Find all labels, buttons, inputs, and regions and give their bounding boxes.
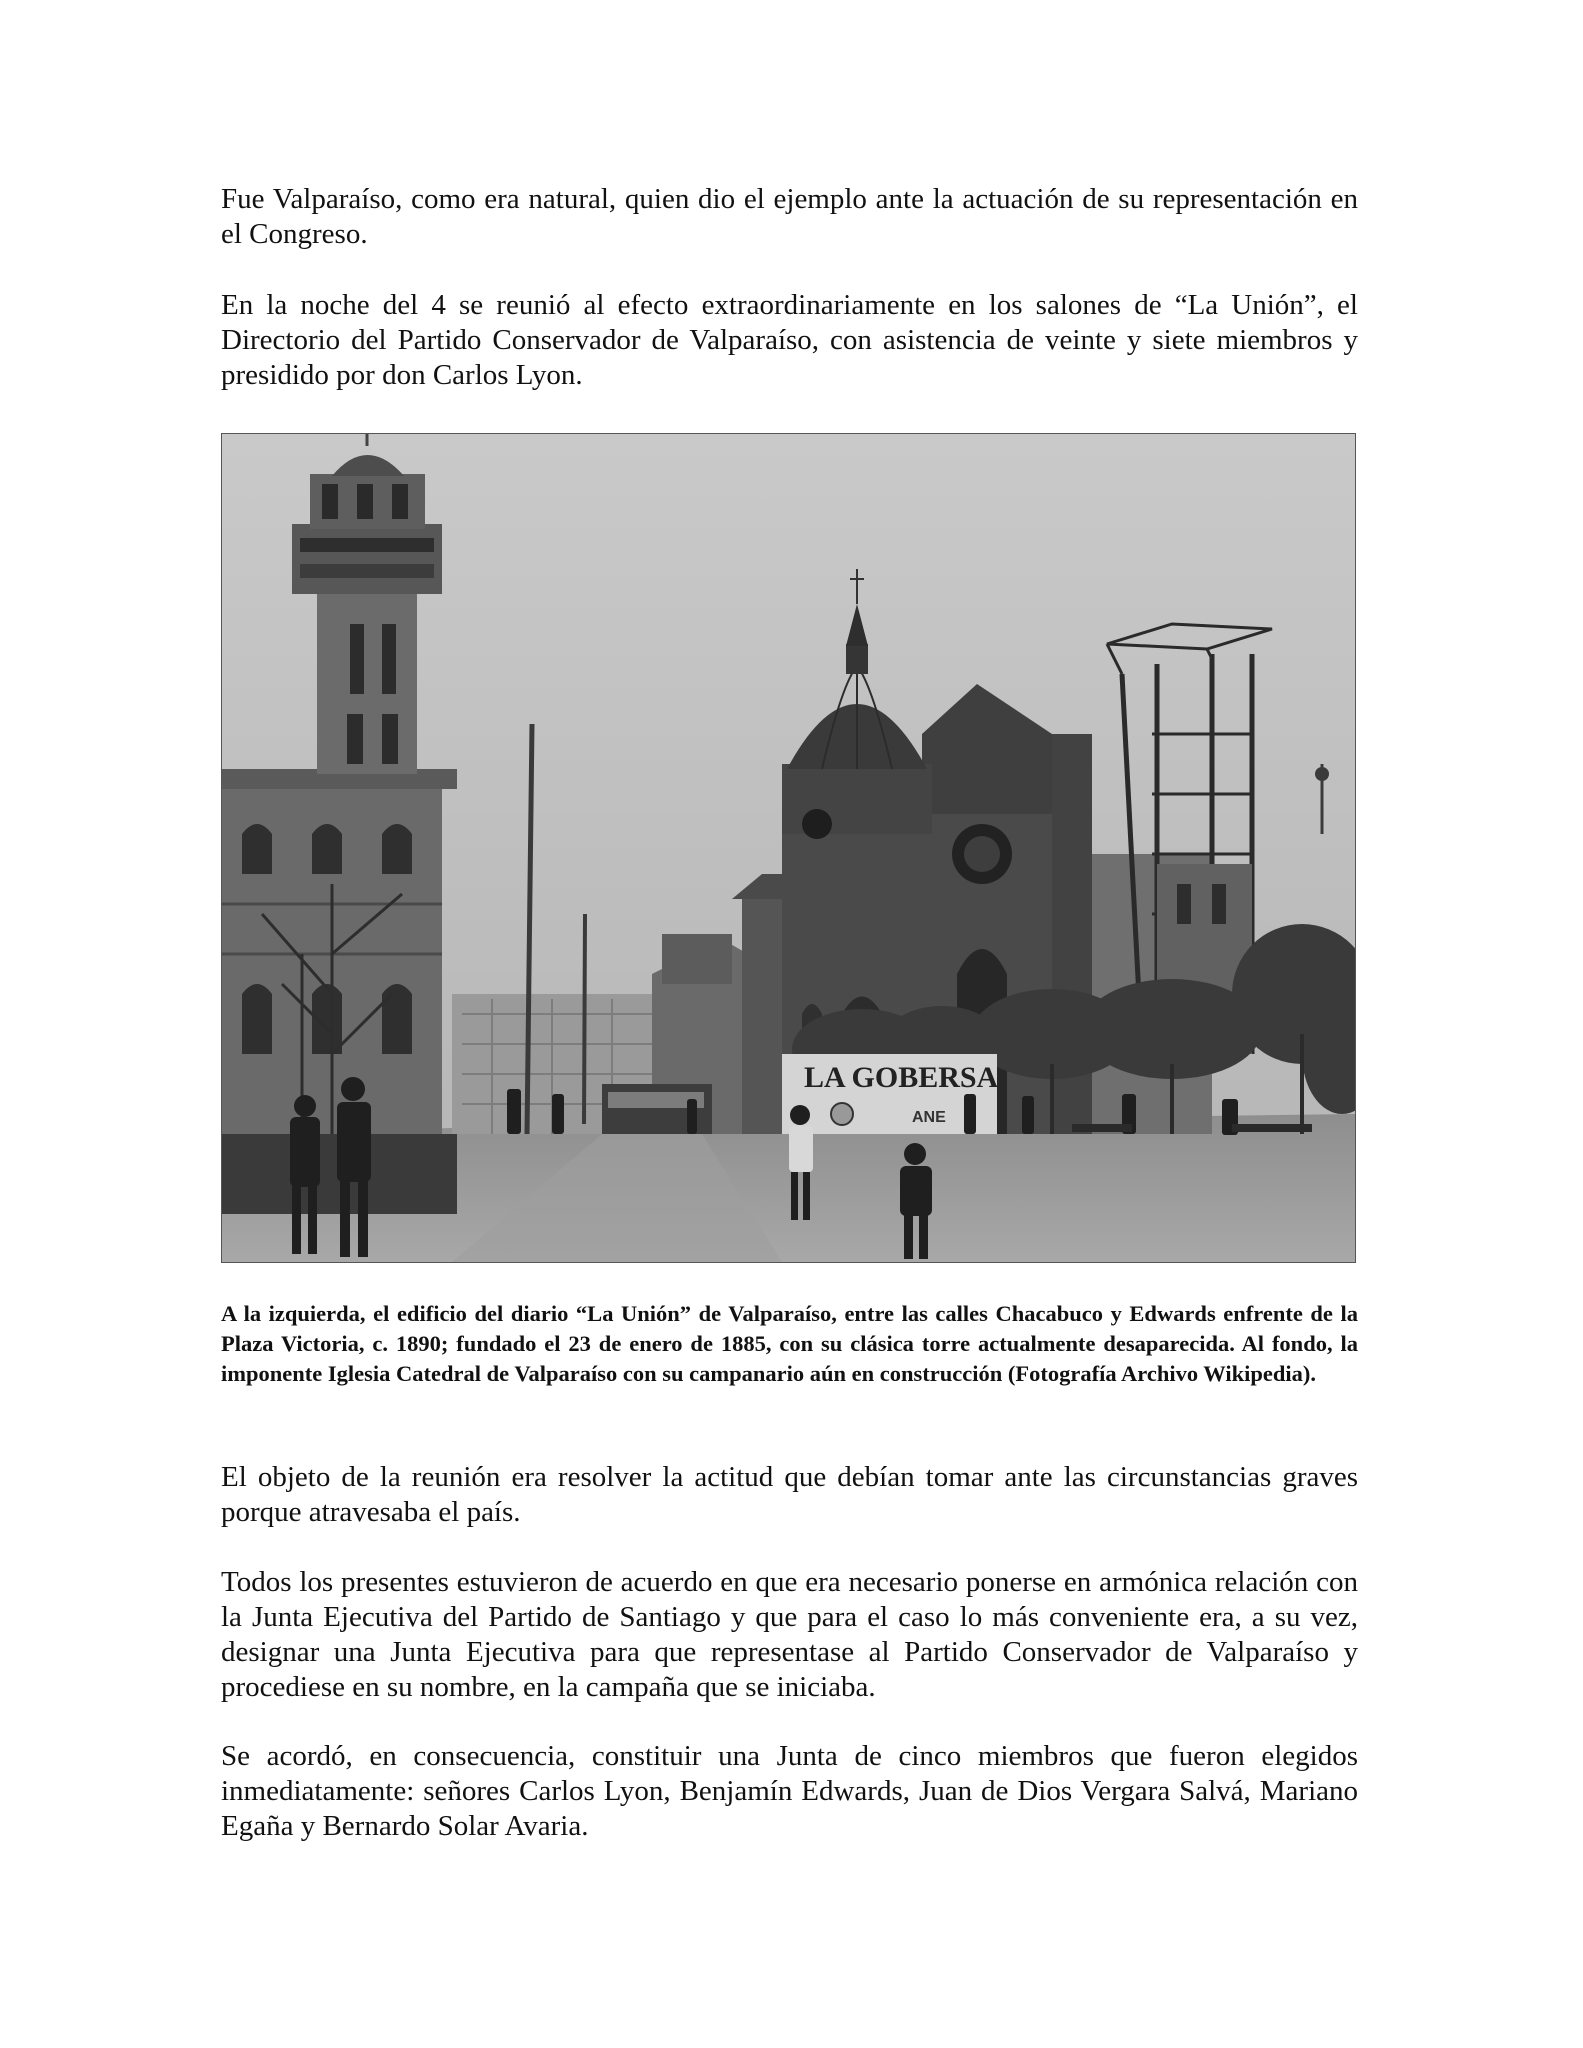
paragraph-5: Se acordó, en consecuencia, constituir una Junta de cinco miembros que fueron elegidos inmediatamente: señores Carlos Lyon, Benjamín Edwards, Juan de Dios Vergara Salvá, Mariano Egaña y Bernardo Solar Avaria. [221,1740,1358,1842]
la-union-tower [317,584,417,774]
paragraph-4: Todos los presentes estuvieron de acuerdo en que era necesario ponerse en armónica relación con la Junta Ejecutiva del Partido de Santiago y que para el caso lo más conveniente era, a su vez, designar una Junta Ejecutiva para que representase al Partido Conservador de Valparaíso y procediese en su nombre, en la campaña que se iniciaba. [221,1566,1358,1703]
advertising-sign-text: LA GOBERSA [804,1061,999,1094]
paragraph-3: El objeto de la reunión era resolver la actitud que debían tomar ante las circunstancias graves porque atravesaba el país. [221,1461,1358,1528]
advertising-sign-text-2: ANE [912,1109,946,1126]
paragraph-2: En la noche del 4 se reunió al efecto extraordinariamente en los salones de “La Unión”, el Directorio del Partido Conservador de Valparaíso, con asistencia de veinte y siete miembros y presidido por don Carlos Lyon. [221,289,1358,391]
paragraph-1: Fue Valparaíso, como era natural, quien dio el ejemplo ante la actuación de su representación en el Congreso. [221,183,1358,250]
photo-caption: A la izquierda, el edificio del diario “La Unión” de Valparaíso, entre las calles Chacabuco y Edwards enfrente de la Plaza Victoria, c. 1890; fundado el 23 de enero de 1885, con su clásica torre actualmente desaparecida. Al fondo, la imponente Iglesia Catedral de Valparaíso con su campanario aún en construcción (Fotografía Archivo Wikipedia). [221,1301,1358,1386]
historical-photo [221,433,1356,1263]
